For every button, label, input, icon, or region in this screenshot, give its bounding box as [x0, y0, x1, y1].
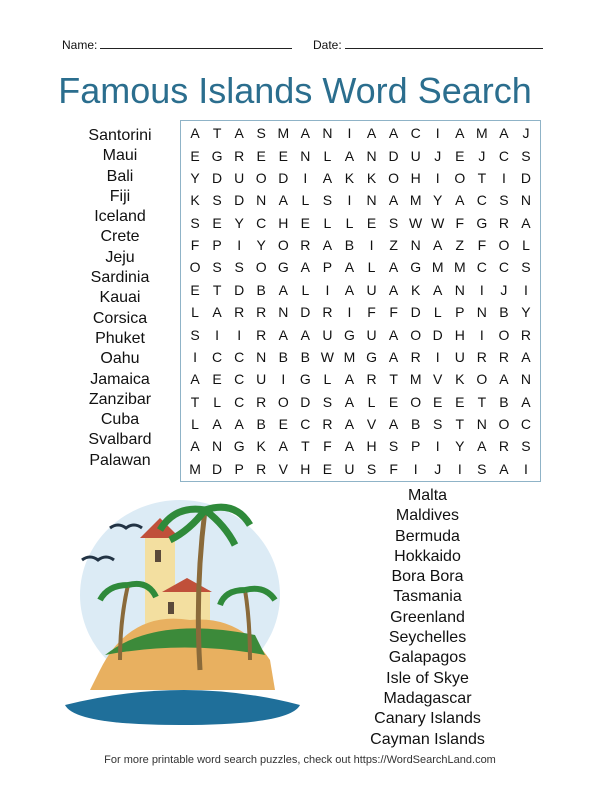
grid-letter: E [190, 147, 200, 164]
grid-letter: Z [455, 237, 465, 254]
grid-letter: N [300, 147, 311, 164]
grid-letter: A [521, 348, 531, 365]
grid-letter: T [301, 438, 310, 455]
grid-letter: L [191, 416, 199, 433]
grid-letter: M [453, 259, 466, 276]
grid-letter: K [190, 192, 200, 209]
grid-letter: I [193, 348, 197, 365]
island-illustration [60, 490, 305, 730]
grid-letter: U [344, 460, 355, 477]
grid-letter: A [477, 438, 487, 455]
grid-letter: T [212, 125, 222, 142]
grid-letter: A [300, 125, 311, 142]
grid-letter: D [300, 393, 311, 410]
grid-letter: E [322, 460, 333, 477]
grid-letter: E [190, 281, 200, 298]
grid-letter: R [256, 326, 267, 343]
grid-letter: K [256, 438, 266, 455]
grid-letter: V [366, 416, 377, 433]
grid-letter: I [435, 438, 440, 455]
grid-letter: R [498, 214, 509, 231]
grid-letter: A [190, 438, 200, 455]
grid-letter: I [215, 326, 220, 343]
grid-letter: A [212, 304, 222, 321]
grid-letter: M [189, 460, 201, 477]
word-item: Palawan [89, 451, 151, 469]
word-item: Galapagos [388, 649, 467, 667]
grid-letter: A [278, 438, 288, 455]
grid-letter: I [369, 237, 374, 254]
grid-letter: S [388, 214, 399, 231]
grid-letter: A [388, 281, 399, 298]
grid-letter: A [300, 259, 311, 276]
grid-letter: M [409, 192, 422, 209]
grid-letter: V [278, 460, 288, 477]
grid-letter: L [323, 371, 332, 388]
grid-letter: C [476, 259, 487, 276]
grid-letter: I [501, 169, 506, 186]
grid-letter: A [521, 393, 531, 410]
grid-letter: G [233, 438, 245, 455]
grid-letter: A [278, 192, 288, 209]
grid-letter: R [300, 237, 311, 254]
word-item: Jeju [105, 248, 135, 266]
grid-letter: B [344, 237, 355, 254]
grid-letter: A [322, 237, 333, 254]
grid-letter: O [410, 393, 422, 410]
grid-letter: B [256, 281, 266, 298]
grid-letter: L [323, 147, 332, 164]
grid-letter: A [388, 348, 399, 365]
grid-letter: W [431, 214, 445, 231]
word-item: Oahu [100, 350, 140, 368]
grid-letter: O [498, 237, 510, 254]
grid-letter: A [190, 125, 200, 142]
grid-letter: S [499, 192, 509, 209]
grid-letter: C [520, 416, 532, 433]
word-item: Sardinia [90, 269, 150, 287]
grid-letter: A [344, 393, 355, 410]
grid-letter: A [499, 460, 509, 477]
word-item: Isle of Skye [386, 669, 469, 687]
grid-letter: E [455, 393, 465, 410]
grid-letter: I [237, 237, 242, 254]
word-item: Canary Islands [374, 710, 481, 728]
grid-letter: A [344, 416, 355, 433]
grid-letter: U [454, 348, 465, 365]
grid-letter: N [520, 192, 532, 209]
grid-letter: L [191, 304, 199, 321]
grid-letter: N [212, 438, 223, 455]
grid-letter: T [389, 371, 398, 388]
grid-letter: N [410, 237, 421, 254]
grid-letter: B [499, 304, 509, 321]
grid-letter: O [498, 326, 510, 343]
grid-letter: A [322, 169, 333, 186]
grid-letter: E [433, 393, 443, 410]
grid-letter: C [234, 371, 245, 388]
grid-letter: H [366, 438, 377, 455]
grid-letter: F [389, 304, 398, 321]
grid-letter: I [303, 169, 308, 186]
grid-letter: F [367, 304, 376, 321]
grid-letter: F [389, 460, 398, 477]
grid-letter: U [256, 371, 267, 388]
grid-letter: D [212, 169, 223, 186]
grid-letter: J [522, 125, 530, 142]
grid-letter: N [256, 192, 267, 209]
grid-letter: L [213, 393, 221, 410]
grid-letter: D [432, 326, 443, 343]
grid-letter: J [478, 147, 486, 164]
grid-letter: I [347, 304, 352, 321]
grid-letter: S [322, 393, 333, 410]
footer-text: For more printable word search puzzles, check out https://WordSearchLand.com [104, 754, 496, 766]
grid-letter: S [521, 259, 531, 276]
grid-letter: I [524, 460, 528, 477]
grid-letter: A [300, 326, 311, 343]
grid-letter: L [301, 281, 310, 298]
grid-letter: M [476, 125, 488, 142]
grid-letter: A [388, 259, 399, 276]
grid-letter: S [190, 214, 200, 231]
grid-letter: G [277, 259, 289, 276]
grid-letter: A [433, 237, 443, 254]
grid-letter: N [476, 304, 487, 321]
grid-letter: A [455, 192, 465, 209]
grid-letter: C [300, 416, 311, 433]
grid-letter: R [322, 416, 333, 433]
grid-letter: Y [256, 237, 266, 254]
grid-letter: G [366, 348, 377, 365]
grid-letter: D [520, 169, 532, 186]
grid-letter: G [410, 259, 422, 276]
grid-letter: G [476, 214, 488, 231]
grid-letter: A [388, 416, 399, 433]
word-item: Maui [102, 147, 138, 165]
grid-letter: B [410, 416, 421, 433]
grid-letter: N [454, 281, 465, 298]
grid-letter: S [256, 125, 266, 142]
word-item: Bermuda [395, 527, 460, 545]
grid-letter: C [476, 192, 487, 209]
grid-letter: S [234, 259, 244, 276]
grid-letter: J [434, 460, 442, 477]
word-item: Malta [407, 487, 448, 504]
grid-letter: D [212, 460, 223, 477]
word-item: Fiji [109, 187, 131, 205]
grid-letter: S [322, 192, 333, 209]
grid-letter: D [234, 281, 245, 298]
word-item: Tasmania [393, 588, 462, 606]
grid-letter: D [410, 304, 421, 321]
grid-letter: R [476, 348, 487, 365]
grid-letter: E [388, 393, 399, 410]
grid-letter: I [435, 169, 440, 186]
grid-letter: R [498, 438, 509, 455]
word-item: Svalbard [88, 431, 152, 449]
grid-letter: K [410, 281, 421, 298]
grid-letter: S [212, 259, 222, 276]
grid-letter: T [477, 393, 487, 410]
grid-letter: A [366, 125, 377, 142]
grid-letter: A [278, 281, 288, 298]
grid-letter: A [388, 326, 399, 343]
word-item: Bali [106, 167, 134, 185]
grid-letter: O [454, 169, 466, 186]
word-item: Cayman Islands [370, 730, 485, 748]
grid-letter: S [433, 416, 443, 433]
page-title: Famous Islands Word Search [58, 70, 532, 111]
grid-letter: U [410, 147, 421, 164]
grid-letter: B [300, 348, 311, 365]
grid-letter: R [256, 304, 267, 321]
grid-letter: A [433, 281, 443, 298]
date-label: Date: [313, 38, 342, 52]
grid-letter: R [498, 348, 509, 365]
grid-letter: A [212, 416, 222, 433]
grid-letter: M [431, 259, 444, 276]
grid-letter: P [455, 304, 465, 321]
word-item: Kauai [99, 289, 141, 307]
word-item: Jamaica [90, 370, 150, 388]
grid-letter: C [256, 214, 267, 231]
grid-letter: A [234, 125, 244, 142]
grid-letter: O [255, 259, 267, 276]
grid-letter: O [277, 393, 289, 410]
grid-letter: J [434, 147, 442, 164]
grid-letter: M [277, 125, 290, 142]
grid-letter: H [410, 169, 421, 186]
grid-letter: F [477, 237, 487, 254]
grid-letter: N [256, 348, 267, 365]
word-item: Iceland [94, 208, 146, 226]
word-item: Seychelles [388, 629, 467, 647]
grid-letter: L [323, 214, 332, 231]
grid-letter: L [367, 393, 376, 410]
grid-letter: E [300, 214, 311, 231]
grid-letter: I [479, 281, 484, 298]
grid-letter: I [435, 125, 440, 142]
grid-letter: E [256, 147, 266, 164]
grid-letter: P [234, 460, 244, 477]
grid-letter: Y [433, 192, 443, 209]
grid-letter: C [498, 147, 509, 164]
grid-letter: G [299, 371, 311, 388]
grid-letter: G [211, 147, 223, 164]
grid-letter: U [366, 326, 377, 343]
word-item: Zanzibar [88, 390, 152, 408]
grid-letter: R [410, 348, 421, 365]
word-item: Santorini [88, 127, 152, 144]
grid-letter: O [410, 326, 422, 343]
grid-letter: A [344, 147, 355, 164]
name-line [100, 38, 292, 49]
date-line [345, 38, 543, 49]
grid-letter: H [278, 214, 289, 231]
grid-letter: S [366, 460, 377, 477]
grid-letter: D [234, 192, 245, 209]
grid-letter: O [255, 169, 267, 186]
grid-letter: S [190, 326, 200, 343]
grid-letter: S [388, 438, 399, 455]
word-item: Bora Bora [391, 568, 464, 586]
grid-letter: D [278, 169, 289, 186]
grid-letter: L [367, 259, 376, 276]
grid-letter: E [212, 371, 222, 388]
grid-letter: I [524, 281, 528, 298]
grid-letter: J [500, 281, 508, 298]
grid-letter: E [455, 147, 465, 164]
grid-letter: A [344, 281, 355, 298]
grid-letter: Y [234, 214, 244, 231]
grid-letter: E [212, 214, 222, 231]
grid-letter: R [520, 326, 532, 343]
grid-letter: Y [190, 169, 200, 186]
grid-letter: D [300, 304, 311, 321]
word-item: Cuba [100, 411, 140, 429]
grid-letter: A [388, 192, 399, 209]
grid-letter: O [277, 237, 289, 254]
grid-letter: U [234, 169, 245, 186]
word-item: Phuket [95, 329, 145, 347]
grid-letter: E [366, 214, 377, 231]
grid-letter: Y [521, 304, 531, 321]
grid-letter: I [237, 326, 242, 343]
grid-letter: A [344, 438, 355, 455]
grid-letter: U [366, 281, 377, 298]
grid-letter: P [410, 438, 421, 455]
grid-letter: R [234, 147, 245, 164]
word-item: Maldives [395, 507, 460, 525]
grid-letter: I [281, 371, 286, 388]
grid-letter: Z [389, 237, 398, 254]
grid-letter: G [344, 326, 355, 343]
grid-letter: F [190, 237, 200, 254]
name-label: Name: [62, 38, 98, 52]
grid-letter: O [388, 169, 400, 186]
grid-letter: C [498, 259, 509, 276]
grid-letter: T [455, 416, 465, 433]
grid-letter: O [476, 371, 488, 388]
grid-letter: A [455, 125, 465, 142]
grid-letter: C [410, 125, 421, 142]
grid-letter: S [477, 460, 487, 477]
grid-letter: M [343, 348, 356, 365]
grid-letter: H [300, 460, 311, 477]
grid-letter: E [278, 147, 288, 164]
grid-letter: A [344, 259, 355, 276]
grid-letter: C [212, 348, 223, 365]
grid-letter: A [521, 214, 531, 231]
grid-letter: R [256, 393, 267, 410]
grid-letter: C [234, 348, 245, 365]
word-item: Crete [100, 228, 140, 246]
grid-letter: L [522, 237, 530, 254]
grid-letter: N [366, 147, 377, 164]
grid-letter: R [366, 371, 377, 388]
grid-letter: N [366, 192, 377, 209]
grid-letter: D [388, 147, 399, 164]
name-field[interactable] [62, 38, 292, 52]
grid-letter: K [366, 169, 377, 186]
grid-letter: O [189, 259, 201, 276]
grid-letter: P [322, 259, 333, 276]
grid-letter: A [278, 326, 288, 343]
grid-letter: O [498, 416, 510, 433]
grid-letter: F [455, 214, 465, 231]
grid-letter: Y [455, 438, 465, 455]
grid-letter: B [278, 348, 288, 365]
grid-letter: S [521, 438, 531, 455]
grid-letter: N [278, 304, 289, 321]
grid-letter: T [477, 169, 487, 186]
grid-letter: L [345, 214, 354, 231]
grid-letter: I [325, 281, 330, 298]
grid-letter: A [388, 125, 399, 142]
grid-letter: W [320, 348, 335, 365]
grid-letter: R [234, 304, 245, 321]
grid-letter: I [435, 348, 440, 365]
grid-letter: T [190, 393, 200, 410]
grid-letter: A [234, 416, 244, 433]
grid-letter: I [347, 192, 352, 209]
letter-grid [180, 120, 541, 482]
grid-letter: N [476, 416, 487, 433]
grid-letter: H [454, 326, 465, 343]
grid-letter: A [190, 371, 200, 388]
grid-letter: K [344, 169, 355, 186]
grid-letter: A [499, 371, 509, 388]
grid-letter: I [479, 326, 484, 343]
grid-letter: R [322, 304, 333, 321]
grid-letter: W [409, 214, 423, 231]
grid-letter: S [521, 147, 531, 164]
grid-letter: A [344, 371, 355, 388]
grid-letter: B [499, 393, 509, 410]
grid-letter: F [323, 438, 332, 455]
date-field[interactable] [313, 38, 543, 52]
grid-letter: R [256, 460, 267, 477]
grid-letter: L [433, 304, 442, 321]
grid-letter: L [301, 192, 310, 209]
grid-letter: K [455, 371, 465, 388]
word-item: Madagascar [383, 689, 472, 707]
word-list-right [360, 486, 495, 750]
grid-letter: N [520, 371, 532, 388]
grid-letter: N [322, 125, 333, 142]
grid-letter: M [409, 371, 422, 388]
grid-letter: C [234, 393, 245, 410]
word-item: Greenland [390, 608, 465, 626]
word-item: Hokkaido [394, 547, 461, 565]
grid-letter: E [278, 416, 288, 433]
word-list-left [70, 126, 170, 471]
grid-letter: I [413, 460, 418, 477]
grid-letter: V [433, 371, 443, 388]
grid-letter: U [322, 326, 333, 343]
grid-letter: S [212, 192, 222, 209]
grid-letter: I [457, 460, 462, 477]
grid-letter: B [256, 416, 266, 433]
grid-letter: A [499, 125, 509, 142]
word-item: Corsica [92, 309, 148, 327]
grid-letter: P [212, 237, 222, 254]
grid-letter: I [347, 125, 352, 142]
grid-letter: T [212, 281, 222, 298]
